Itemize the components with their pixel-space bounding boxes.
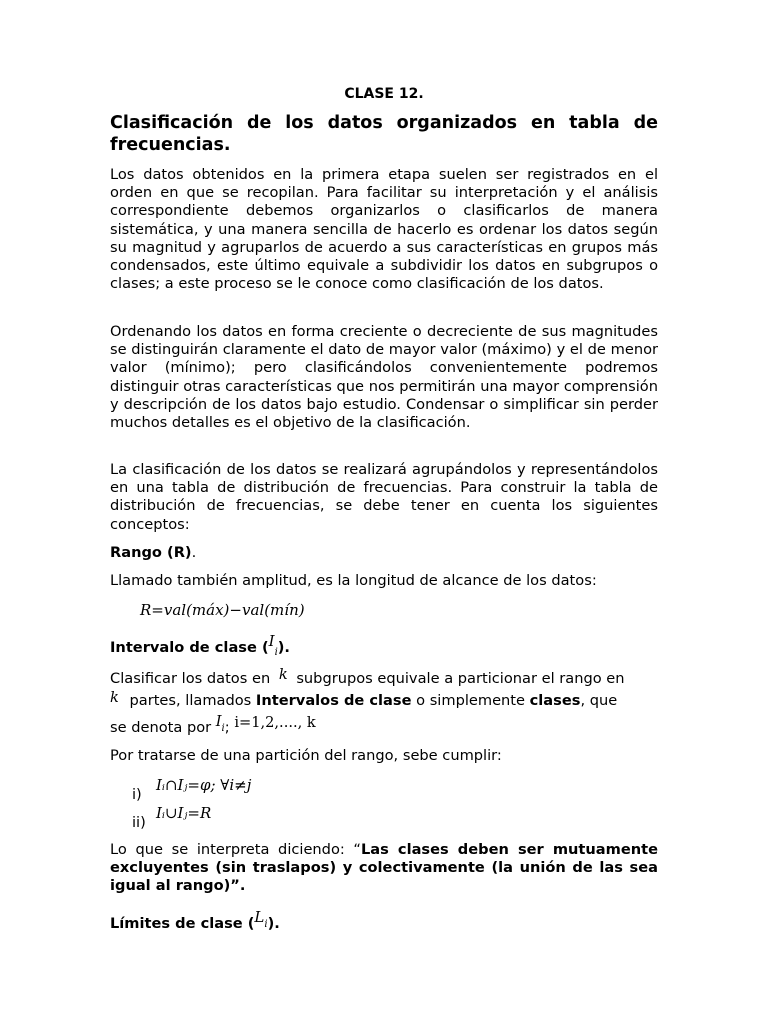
intervalo-line-2 [110,689,658,710]
paragraph-1: Los datos obtenidos en la primera etapa suelen ser registrados en el orden en que se recopilan. Para facilitar su interpretación y el análisis correspondiente debemos organizarlos o clasificarlos de manera sistemática, y una manera sencilla de hacerlo es ordenar los datos según su magnitud y agruparlos de acuerdo a sus características en grupos más condensados, este último equivale a subdividir los datos en subgrupos o clases; a este proceso se le conoce como clasificación de los datos. [110,166,658,293]
intervalo-line2-a: partes, llamados [124,692,256,709]
index-range: i=1,2,...., k [234,714,316,731]
interpretation-bold: Las clases deben ser mutuamente excluyentes (sin traslapos) y colectivamente (la unión de las sea igual al rango)”. [110,841,658,895]
limites-symbol: L [254,908,265,926]
rango-text: Llamado también amplitud, es la longitud de alcance de los datos: [110,572,597,589]
section-title: Clasificación de los datos organizados en tabla de frecuencias. [110,113,658,155]
condition-1-formula: Iᵢ∩Iⱼ=φ; ∀i≠j [156,776,252,794]
intervalo-heading [110,632,658,662]
rango-heading-tail: . [191,544,197,561]
intervalos-de-clase-bold: Intervalos de clase [255,692,412,709]
interval-symbol-sub: i [221,723,225,734]
condition-1-label: i) [132,786,142,803]
limites-symbol-sub: i [264,919,268,930]
interpretation-paragraph [110,841,658,896]
intervalo-symbol-sub: i [274,647,278,658]
paragraph-2: Ordenando los datos en forma creciente o decreciente de sus magnitudes se distinguirán claramente el dato de mayor valor (máximo) y el de menor valor (mínimo); pero clasificándolos convenientemente podremos distinguir otras características que nos permitirán una mayor comprensión y descripción de los datos bajo estudio. Condensar o simplificar sin perder muchos detalles es el objetivo de la clasificación. [110,323,658,432]
intervalo-line3-sep: ; [224,719,235,736]
intervalo-line-1 [110,666,658,688]
rango-heading-bold: Rango (R) [110,544,192,561]
intervalo-symbol: I [268,632,275,650]
rango-formula: R=val(máx)−val(mín) [140,601,305,619]
intervalo-line-3 [110,713,658,742]
intervalo-line2-c: o simplemente [411,692,530,709]
limites-heading [110,908,658,938]
intervalo-line1-post: subgrupos equivale a particionar el rango en [291,670,625,687]
rango-heading [110,544,658,562]
particion-text: Por tratarse de una partición del rango, sebe cumplir: [110,747,502,764]
condition-2-label: ii) [132,814,146,831]
intervalo-line1-pre: Clasificar los datos en [110,670,275,687]
paragraph-3: La clasificación de los datos se realizará agrupándolos y representándolos en una tabla de distribución de frecuencias. Para construir la tabla de distribución de frecuencias, se debe tener en cuenta los siguientes conceptos: [110,461,658,533]
limites-heading-post: ). [267,915,280,932]
intervalo-heading-pre: Intervalo de clase ( [110,639,269,656]
class-header: CLASE 12. [344,86,424,102]
clases-bold: clases [529,692,581,709]
intervalo-line3-pre: se denota por [110,719,216,736]
condition-2-formula: Iᵢ∪Iⱼ=R [156,804,212,822]
intervalo-line2-d: , que [580,692,618,709]
k-symbol: k [278,666,288,683]
limites-heading-pre: Límites de clase ( [110,915,255,932]
interval-symbol: I [215,713,222,730]
k-symbol-2: k [110,689,119,706]
interpretation-pre: Lo que se interpreta diciendo: “ [110,841,361,858]
intervalo-heading-post: ). [277,639,290,656]
